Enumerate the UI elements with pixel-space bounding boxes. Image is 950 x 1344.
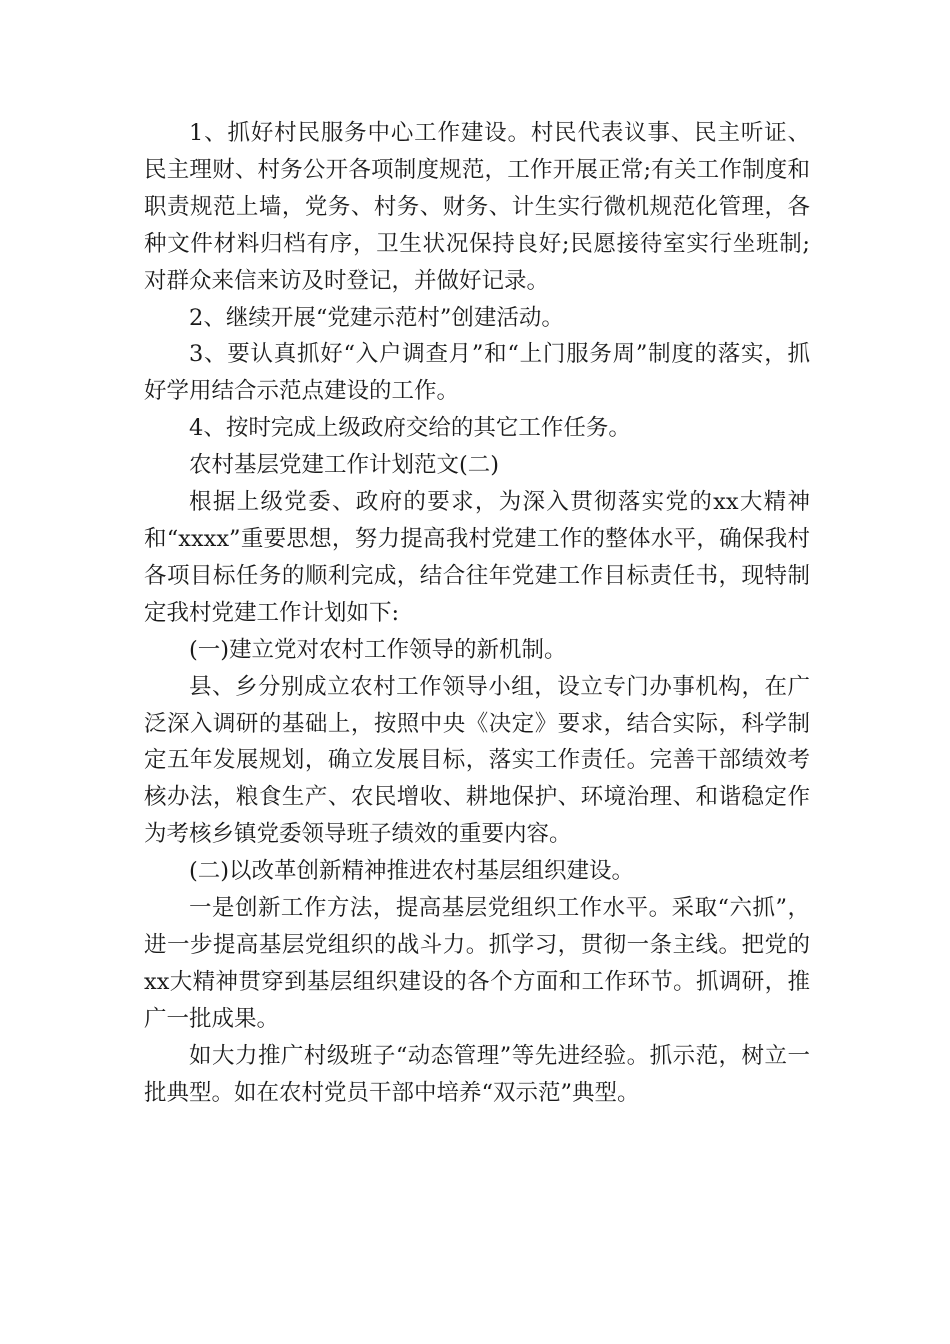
paragraph-mechanism: 县、乡分别成立农村工作领导小组，设立专门办事机构，在广泛深入调研的基础上，按照中央《决定》要求，结合实际，科学制定五年发展规划，确立发展目标，落实工作责任。完善干部绩效考核办法，粮食生产、农民增收、耕地保护、环境治理、和谐稳定作为考核乡镇党委领导班子绩效的重要内容。 (144, 673, 810, 848)
paragraph-examples: 如大力推广村级班子“动态管理”等先进经验。抓示范，树立一批典型。如在农村党员干部中培养“双示范”典型。 (144, 1042, 810, 1106)
paragraph-innovation: 一是创新工作方法，提高基层党组织工作水平。采取“六抓”，进一步提高基层党组织的战斗力。抓学习，贯彻一条主线。把党的xx大精神贯穿到基层组织建设的各个方面和工作环节。抓调研，推广一批成果。 (144, 895, 810, 1032)
paragraph-intro: 根据上级党委、政府的要求，为深入贯彻落实党的xx大精神和“xxxx”重要思想，努力提高我村党建工作的整体水平，确保我村各项目标任务的顺利完成，结合往年党建工作目标责任书，现特制定我村党建工作计划如下: (144, 489, 810, 626)
paragraph-item-2: 2、继续开展“党建示范村”创建活动。 (189, 304, 564, 331)
subheading-2: (二)以改革创新精神推进农村基层组织建设。 (189, 858, 635, 885)
section-title: 农村基层党建工作计划范文(二) (189, 452, 500, 479)
paragraph-item-4: 4、按时完成上级政府交给的其它工作任务。 (189, 415, 631, 442)
paragraph-item-3: 3、要认真抓好“入户调查月”和“上门服务周”制度的落实，抓好学用结合示范点建设的工作。 (144, 341, 810, 405)
paragraph-item-1: 1、抓好村民服务中心工作建设。村民代表议事、民主听证、民主理财、村务公开各项制度规范，工作开展正常;有关工作制度和职责规范上墙，党务、村务、财务、计生实行微机规范化管理，各种文件材料归档有序，卫生状况保持良好;民愿接待室实行坐班制;对群众来信来访及时登记，并做好记录。 (144, 120, 810, 294)
subheading-1: (一)建立党对农村工作领导的新机制。 (189, 636, 567, 663)
document-body (144, 115, 810, 1111)
